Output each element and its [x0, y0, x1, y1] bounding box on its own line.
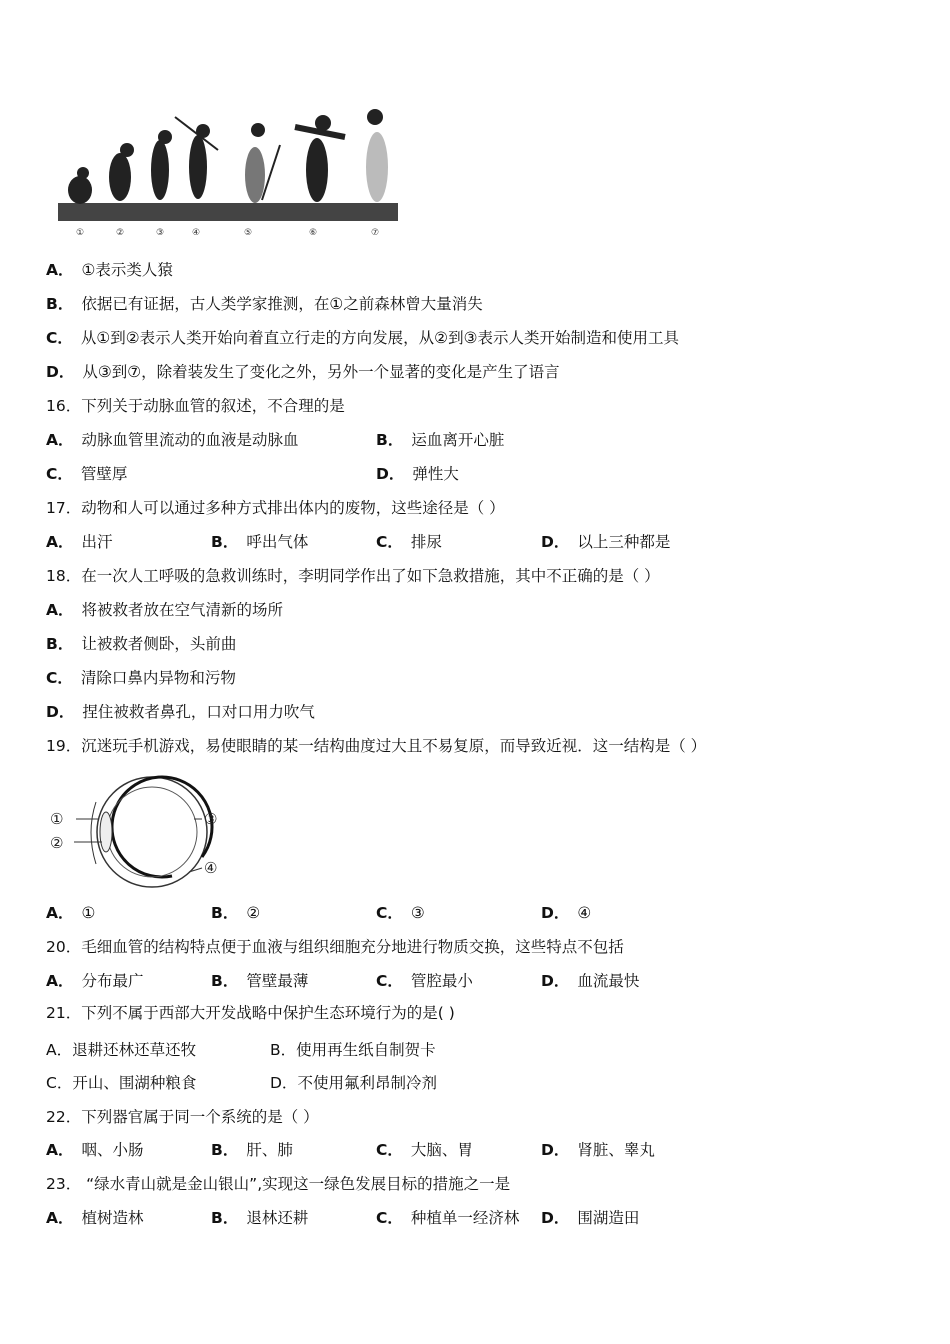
q18-option-d — [46, 702, 315, 722]
option-label: A． — [46, 1209, 74, 1227]
option-text: 从①到②表示人类开始向着直立行走的方向发展，从②到③表示人类开始制造和使用工具 — [80, 329, 679, 347]
q18-option-c — [46, 668, 236, 688]
eye-label-3: ③ — [204, 810, 218, 828]
option-label: C． — [376, 972, 403, 990]
option-label: B． — [211, 1141, 239, 1159]
q22-stem: 22．下列器官属于同一个系统的是（ ） — [46, 1108, 319, 1126]
option-label: A． — [46, 1141, 74, 1159]
option-text: 弹性大 — [412, 465, 459, 483]
figure-label-1: ① — [75, 228, 85, 238]
option-text: 让被救者侧卧，头前曲 — [81, 635, 237, 653]
option-text: ② — [246, 904, 261, 922]
q17-option-a — [46, 532, 113, 552]
q23-option-a — [46, 1208, 144, 1228]
q18-option-b — [46, 634, 236, 654]
option-text: ① — [81, 904, 96, 922]
eye-structure-figure — [44, 772, 234, 890]
q22-option-a — [46, 1140, 144, 1160]
option-text: 从③到⑦，除着装发生了变化之外，另外一个显著的变化是产生了语言 — [82, 363, 560, 381]
q20-option-a — [46, 971, 144, 991]
q20-stem: 20．毛细血管的结构特点便于血液与组织细胞充分地进行物质交换，这些特点不包括 — [46, 938, 624, 956]
q21-option-a — [46, 1040, 196, 1060]
option-label: A． — [46, 972, 74, 990]
q19-option-b — [211, 903, 260, 923]
q17-option-d — [541, 532, 670, 552]
option-label: D． — [541, 1141, 570, 1159]
eye-label-1: ① — [50, 810, 64, 828]
option-text: 种植单一经济林 — [410, 1209, 520, 1227]
option-text: 开山、围湖种粮食 — [72, 1074, 197, 1092]
q23-option-d — [541, 1208, 639, 1228]
option-text: ④ — [577, 904, 592, 922]
q17-stem: 17．动物和人可以通过多种方式排出体内的废物，这些途径是（ ） — [46, 499, 505, 517]
option-text: 咽、小肠 — [81, 1141, 144, 1159]
option-label: A． — [46, 533, 74, 551]
option-label: B． — [270, 1041, 297, 1059]
q23-option-b — [211, 1208, 308, 1228]
figure-label-4: ④ — [191, 228, 201, 238]
option-text: 不使用氟利昂制冷剂 — [297, 1074, 437, 1092]
figure-label-6: ⑥ — [308, 228, 318, 238]
option-label: A． — [46, 904, 74, 922]
option-label: C． — [46, 329, 73, 347]
option-label: B． — [211, 972, 239, 990]
figure-label-5: ⑤ — [243, 228, 253, 238]
option-label: B． — [211, 904, 239, 922]
q21-option-d — [270, 1073, 437, 1093]
option-label: D． — [46, 363, 75, 381]
option-label: D． — [46, 703, 75, 721]
figure-label-7: ⑦ — [370, 228, 380, 238]
option-label: B． — [211, 1209, 239, 1227]
option-text: ③ — [410, 904, 425, 922]
q20-option-d — [541, 971, 639, 991]
q16-option-c — [46, 464, 127, 484]
option-text: 清除口鼻内异物和污物 — [80, 669, 236, 687]
option-label: C． — [376, 533, 403, 551]
q23-option-c — [376, 1208, 519, 1228]
q22-option-b — [211, 1140, 293, 1160]
option-label: B． — [46, 635, 74, 653]
option-text: 运血离开心脏 — [411, 431, 505, 449]
option-text: 血流最快 — [577, 972, 640, 990]
q19-option-c — [376, 903, 425, 923]
option-label: D． — [541, 972, 570, 990]
q18-option-a — [46, 600, 283, 620]
option-text: 依据已有证据，古人类学家推测，在①之前森林曾大量消失 — [81, 295, 483, 313]
eye-label-2: ② — [50, 834, 64, 852]
option-label: A． — [46, 261, 74, 279]
human-evolution-figure — [55, 105, 405, 245]
option-text: 分布最广 — [81, 972, 144, 990]
option-label: B． — [46, 295, 74, 313]
option-text: 管壁厚 — [80, 465, 128, 483]
q17-option-b — [211, 532, 308, 552]
option-text: 管腔最小 — [410, 972, 473, 990]
q22-option-c — [376, 1140, 473, 1160]
option-text: 将被救者放在空气清新的场所 — [81, 601, 284, 619]
figure-label-3: ③ — [155, 228, 165, 238]
q15-option-b — [46, 294, 483, 314]
option-text: 使用再生纸自制贺卡 — [296, 1041, 436, 1059]
option-text: 大脑、胃 — [410, 1141, 473, 1159]
q22-option-d — [541, 1140, 655, 1160]
option-text: 呼出气体 — [246, 533, 309, 551]
q20-option-b — [211, 971, 308, 991]
option-text: 围湖造田 — [577, 1209, 640, 1227]
q21-option-c — [46, 1073, 196, 1093]
option-label: B． — [376, 431, 404, 449]
option-label: A． — [46, 601, 74, 619]
eye-label-4: ④ — [204, 859, 218, 877]
option-label: D． — [376, 465, 405, 483]
option-text: 捏住被救者鼻孔，口对口用力吹气 — [82, 703, 315, 721]
option-label: D． — [541, 533, 570, 551]
option-label: B． — [211, 533, 239, 551]
option-label: A． — [46, 1041, 73, 1059]
q20-option-c — [376, 971, 473, 991]
q21-option-b — [270, 1040, 436, 1060]
option-label: C． — [46, 669, 73, 687]
option-text: ①表示类人猿 — [81, 261, 173, 279]
q15-option-a — [46, 260, 173, 280]
q19-stem: 19．沉迷玩手机游戏，易使眼睛的某一结构曲度过大且不易复原，而导致近视．这一结构是（ ） — [46, 737, 707, 755]
option-label: C． — [376, 1141, 403, 1159]
option-text: 以上三种都是 — [577, 533, 671, 551]
option-text: 肾脏、睾丸 — [577, 1141, 655, 1159]
option-text: 排尿 — [410, 533, 442, 551]
option-text: 植树造林 — [81, 1209, 144, 1227]
option-text: 退林还耕 — [246, 1209, 309, 1227]
q15-option-d — [46, 362, 560, 382]
q16-option-b — [376, 430, 504, 450]
q21-stem: 21．下列不属于西部大开发战略中保护生态环境行为的是( ) — [46, 1004, 455, 1022]
option-text: 动脉血管里流动的血液是动脉血 — [81, 431, 299, 449]
option-text: 退耕还林还草还牧 — [72, 1041, 197, 1059]
option-label: C． — [376, 1209, 403, 1227]
option-label: C． — [376, 904, 403, 922]
option-label: D． — [541, 904, 570, 922]
option-label: D． — [270, 1074, 298, 1092]
q16-option-a — [46, 430, 299, 450]
q16-stem: 16．下列关于动脉血管的叙述，不合理的是 — [46, 397, 345, 415]
figure-label-2: ② — [115, 228, 125, 238]
option-label: A． — [46, 431, 74, 449]
option-label: C． — [46, 1074, 73, 1092]
option-text: 出汗 — [81, 533, 113, 551]
option-label: C． — [46, 465, 73, 483]
q19-option-a — [46, 903, 95, 923]
option-label: D． — [541, 1209, 570, 1227]
q16-option-d — [376, 464, 459, 484]
q19-option-d — [541, 903, 591, 923]
option-text: 肝、肺 — [246, 1141, 293, 1159]
q18-stem: 18．在一次人工呼吸的急救训练时，李明同学作出了如下急救措施，其中不正确的是（ ） — [46, 567, 660, 585]
q17-option-c — [376, 532, 442, 552]
q23-stem: 23． “绿水青山就是金山银山”,实现这一绿色发展目标的措施之一是 — [46, 1175, 511, 1193]
option-text: 管壁最薄 — [246, 972, 309, 990]
q15-option-c — [46, 328, 679, 348]
